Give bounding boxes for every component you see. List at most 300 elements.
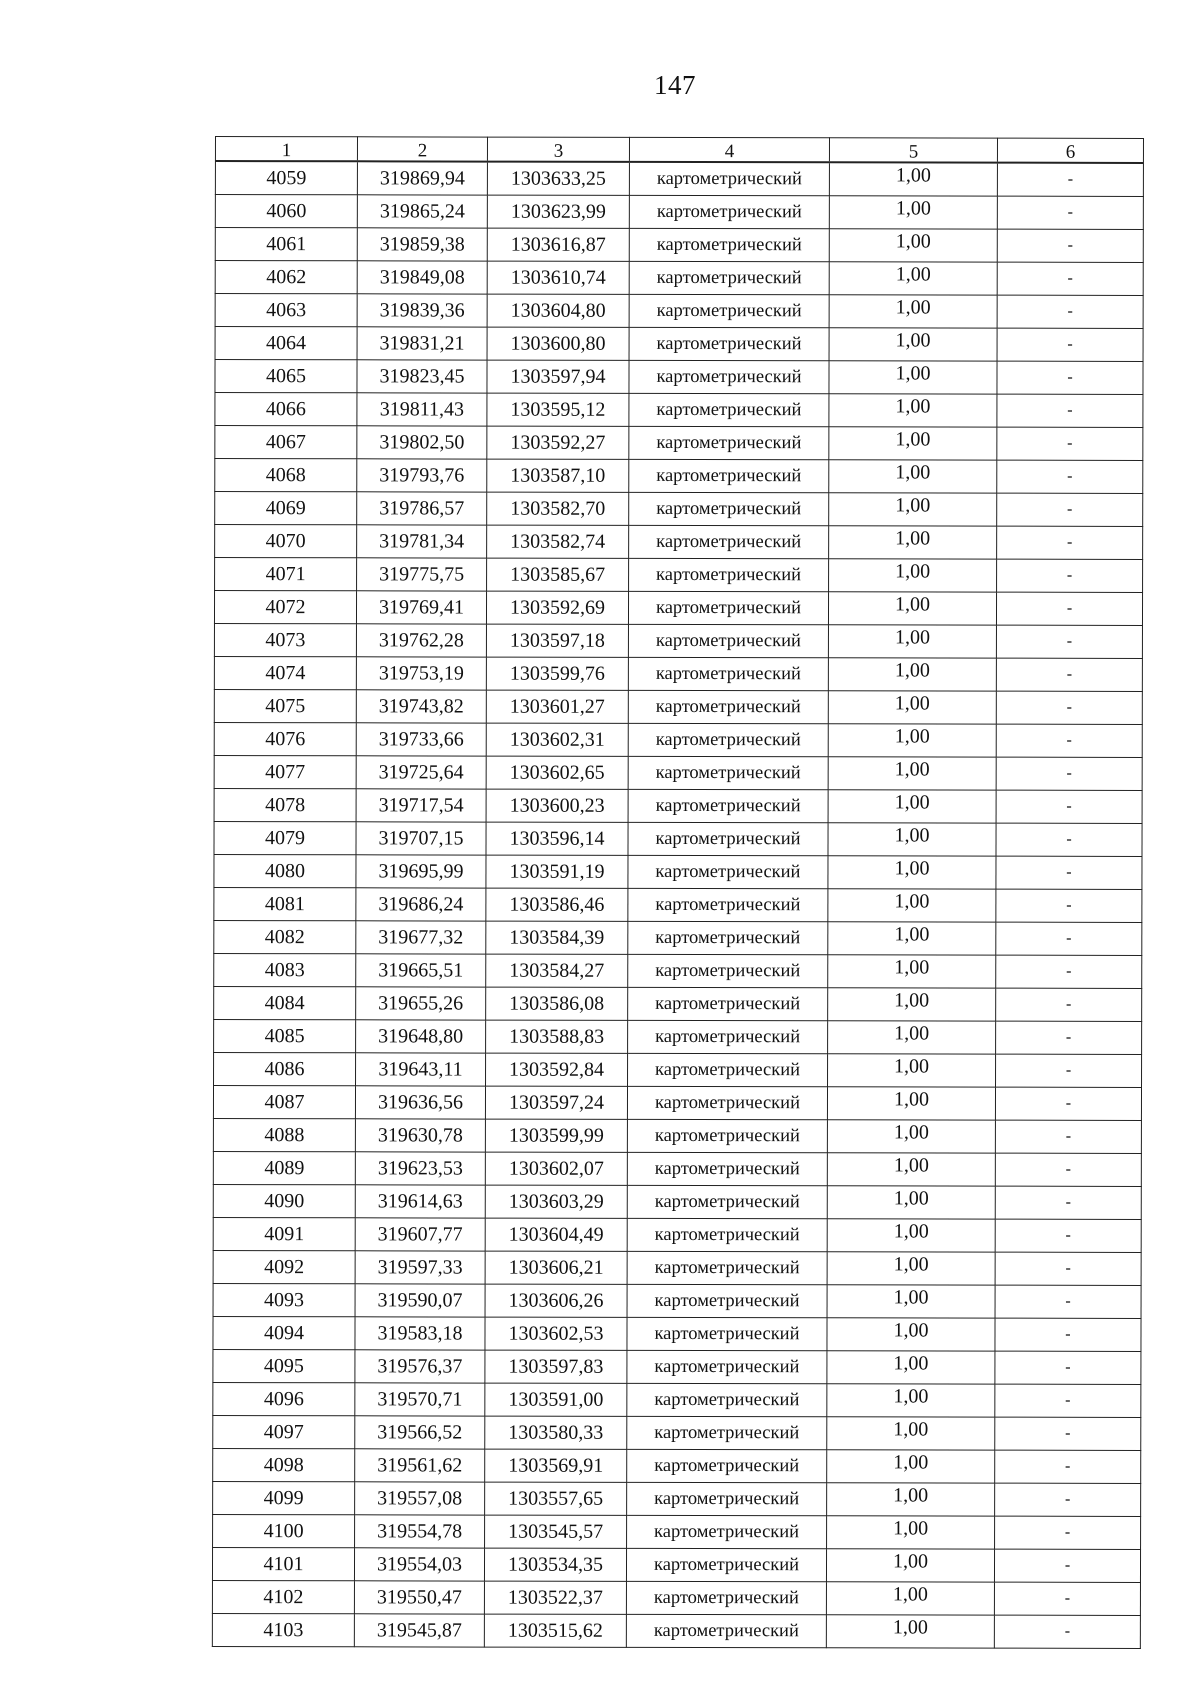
table-row: [213, 1250, 1141, 1285]
x-coordinate-cell: 319786,57: [357, 492, 487, 525]
point-number-cell: 4062: [215, 261, 357, 294]
y-coordinate-cell: 1303597,83: [485, 1350, 627, 1383]
accuracy-cell: 1,00: [829, 493, 997, 526]
table-row: [213, 1382, 1141, 1417]
method-cell: картометрический: [627, 1185, 827, 1218]
y-coordinate-cell: 1303586,08: [486, 987, 628, 1020]
y-coordinate-cell: 1303604,49: [485, 1218, 627, 1251]
description-cell: -: [997, 394, 1143, 427]
y-coordinate-cell: 1303602,65: [486, 756, 628, 789]
description-cell: -: [994, 1549, 1140, 1582]
point-number-cell: 4077: [214, 755, 356, 788]
x-coordinate-cell: 319576,37: [355, 1350, 485, 1383]
description-cell: -: [997, 427, 1143, 460]
point-number-cell: 4088: [213, 1118, 355, 1151]
y-coordinate-cell: 1303599,76: [486, 657, 628, 690]
method-cell: картометрический: [628, 789, 828, 822]
method-cell: картометрический: [628, 1020, 828, 1053]
y-coordinate-cell: 1303602,31: [486, 723, 628, 756]
point-number-cell: 4072: [214, 591, 356, 624]
description-cell: -: [997, 328, 1143, 361]
table-row: [213, 1514, 1141, 1549]
accuracy-cell: 1,00: [827, 1186, 995, 1219]
table-row: [214, 689, 1142, 724]
description-cell: -: [996, 625, 1142, 658]
method-cell: картометрический: [629, 426, 829, 459]
y-coordinate-cell: 1303545,57: [485, 1515, 627, 1548]
accuracy-cell: 1,00: [828, 1054, 996, 1087]
x-coordinate-cell: 319677,32: [356, 921, 486, 954]
description-cell: -: [995, 1483, 1141, 1516]
description-cell: -: [995, 1384, 1141, 1417]
y-coordinate-cell: 1303597,24: [485, 1086, 627, 1119]
accuracy-cell: 1,00: [829, 460, 997, 493]
point-number-cell: 4073: [214, 624, 356, 657]
y-coordinate-cell: 1303596,14: [486, 822, 628, 855]
y-coordinate-cell: 1303588,83: [486, 1020, 628, 1053]
method-cell: картометрический: [628, 954, 828, 987]
method-cell: картометрический: [627, 1383, 827, 1416]
x-coordinate-cell: 319643,11: [356, 1053, 486, 1086]
point-number-cell: 4083: [214, 953, 356, 986]
description-cell: -: [995, 1450, 1141, 1483]
point-number-cell: 4094: [213, 1316, 355, 1349]
table-row: [215, 558, 1143, 593]
accuracy-cell: 1,00: [828, 592, 996, 625]
point-number-cell: 4092: [213, 1250, 355, 1283]
table-row: [214, 591, 1142, 626]
x-coordinate-cell: 319775,75: [357, 558, 487, 591]
description-cell: -: [997, 559, 1143, 592]
method-cell: картометрический: [627, 1350, 827, 1383]
table-row: [213, 1118, 1141, 1153]
y-coordinate-cell: 1303633,25: [487, 162, 629, 196]
table-row: [215, 459, 1143, 494]
description-cell: -: [995, 1285, 1141, 1318]
point-number-cell: 4084: [214, 986, 356, 1019]
table-row: [214, 624, 1142, 659]
y-coordinate-cell: 1303591,19: [486, 855, 628, 888]
point-number-cell: 4101: [212, 1547, 354, 1580]
table-row: [213, 1316, 1141, 1351]
x-coordinate-cell: 319762,28: [356, 624, 486, 657]
y-coordinate-cell: 1303580,33: [485, 1416, 627, 1449]
x-coordinate-cell: 319554,03: [354, 1548, 484, 1581]
table-row: [214, 755, 1142, 790]
method-cell: картометрический: [628, 657, 828, 690]
method-cell: картометрический: [627, 1152, 827, 1185]
table-row: [215, 492, 1143, 527]
table-row: [214, 722, 1142, 757]
accuracy-cell: 1,00: [827, 1351, 995, 1384]
accuracy-cell: 1,00: [829, 559, 997, 592]
description-cell: -: [997, 295, 1143, 328]
method-cell: картометрический: [627, 1218, 827, 1251]
table-row: [213, 1085, 1141, 1120]
point-number-cell: 4078: [214, 788, 356, 821]
accuracy-cell: 1,00: [829, 295, 997, 328]
table-row: [215, 525, 1143, 560]
x-coordinate-cell: 319630,78: [355, 1119, 485, 1152]
method-cell: картометрический: [629, 327, 829, 360]
point-number-cell: 4079: [214, 821, 356, 854]
point-number-cell: 4090: [213, 1184, 355, 1217]
table-row: [213, 1217, 1141, 1252]
method-cell: картометрический: [629, 228, 829, 261]
y-coordinate-cell: 1303584,39: [486, 921, 628, 954]
point-number-cell: 4064: [215, 327, 357, 360]
description-cell: -: [996, 889, 1142, 922]
accuracy-cell: 1,00: [829, 328, 997, 361]
accuracy-cell: 1,00: [826, 1615, 994, 1648]
description-cell: -: [997, 526, 1143, 559]
description-cell: -: [996, 856, 1142, 889]
description-cell: -: [996, 1021, 1142, 1054]
x-coordinate-cell: 319717,54: [356, 789, 486, 822]
description-cell: -: [996, 592, 1142, 625]
method-cell: картометрический: [626, 1548, 826, 1581]
method-cell: картометрический: [627, 1284, 827, 1317]
point-number-cell: 4070: [215, 525, 357, 558]
description-cell: -: [996, 988, 1142, 1021]
accuracy-cell: 1,00: [827, 1384, 995, 1417]
point-number-cell: 4098: [213, 1448, 355, 1481]
method-cell: картометрический: [628, 756, 828, 789]
method-cell: картометрический: [629, 261, 829, 294]
table-row: [215, 294, 1143, 329]
point-number-cell: 4074: [214, 656, 356, 689]
table-row: [215, 195, 1143, 230]
table-row: [214, 953, 1142, 988]
x-coordinate-cell: 319583,18: [355, 1317, 485, 1350]
method-cell: картометрический: [629, 360, 829, 393]
method-cell: картометрический: [628, 1053, 828, 1086]
y-coordinate-cell: 1303623,99: [487, 195, 629, 228]
accuracy-cell: 1,00: [826, 1549, 994, 1582]
point-number-cell: 4085: [214, 1019, 356, 1052]
y-coordinate-cell: 1303585,67: [487, 558, 629, 591]
accuracy-cell: 1,00: [827, 1219, 995, 1252]
accuracy-cell: 1,00: [827, 1417, 995, 1450]
x-coordinate-cell: 319648,80: [356, 1020, 486, 1053]
point-number-cell: 4089: [213, 1151, 355, 1184]
accuracy-cell: 1,00: [828, 790, 996, 823]
description-cell: -: [995, 1417, 1141, 1450]
accuracy-cell: 1,00: [827, 1483, 995, 1516]
method-cell: картометрический: [627, 1086, 827, 1119]
x-coordinate-cell: 319753,19: [356, 657, 486, 690]
column-header-6: 6: [997, 138, 1143, 163]
point-number-cell: 4100: [213, 1514, 355, 1547]
accuracy-cell: 1,00: [828, 823, 996, 856]
accuracy-cell: 1,00: [827, 1450, 995, 1483]
accuracy-cell: 1,00: [829, 196, 997, 229]
x-coordinate-cell: 319769,41: [356, 591, 486, 624]
accuracy-cell: 1,00: [829, 427, 997, 460]
description-cell: -: [997, 196, 1143, 229]
method-cell: картометрический: [629, 195, 829, 228]
x-coordinate-cell: 319743,82: [356, 690, 486, 723]
accuracy-cell: 1,00: [828, 856, 996, 889]
y-coordinate-cell: 1303584,27: [486, 954, 628, 987]
accuracy-cell: 1,00: [828, 724, 996, 757]
table-row: [213, 1283, 1141, 1318]
description-cell: -: [995, 1318, 1141, 1351]
accuracy-cell: 1,00: [827, 1285, 995, 1318]
description-cell: -: [997, 493, 1143, 526]
method-cell: картометрический: [628, 624, 828, 657]
table-row: [213, 1481, 1141, 1516]
point-number-cell: 4096: [213, 1382, 355, 1415]
x-coordinate-cell: 319590,07: [355, 1284, 485, 1317]
column-header-5: 5: [829, 138, 997, 163]
y-coordinate-cell: 1303569,91: [485, 1449, 627, 1482]
x-coordinate-cell: 319695,99: [356, 855, 486, 888]
y-coordinate-cell: 1303557,65: [485, 1482, 627, 1515]
table-row: [214, 854, 1142, 889]
accuracy-cell: 1,00: [827, 1120, 995, 1153]
method-cell: картометрический: [627, 1515, 827, 1548]
method-cell: картометрический: [627, 1317, 827, 1350]
accuracy-cell: 1,00: [827, 1087, 995, 1120]
accuracy-cell: 1,00: [829, 229, 997, 262]
column-header-4: 4: [629, 137, 829, 162]
accuracy-cell: 1,00: [826, 1582, 994, 1615]
y-coordinate-cell: 1303586,46: [486, 888, 628, 921]
table-header-row: [215, 137, 1143, 163]
method-cell: картометрический: [628, 690, 828, 723]
table-row: [215, 360, 1143, 395]
y-coordinate-cell: 1303599,99: [485, 1119, 627, 1152]
table-row: [214, 821, 1142, 856]
x-coordinate-cell: 319614,63: [355, 1185, 485, 1218]
accuracy-cell: 1,00: [828, 691, 996, 724]
accuracy-cell: 1,00: [828, 658, 996, 691]
point-number-cell: 4065: [215, 360, 357, 393]
description-cell: -: [996, 724, 1142, 757]
y-coordinate-cell: 1303582,70: [487, 492, 629, 525]
column-header-3: 3: [487, 137, 629, 162]
x-coordinate-cell: 319557,08: [355, 1482, 485, 1515]
table-row: [215, 228, 1143, 263]
table-row: [212, 1613, 1140, 1648]
point-number-cell: 4068: [215, 459, 357, 492]
description-cell: -: [995, 1087, 1141, 1120]
y-coordinate-cell: 1303600,80: [487, 327, 629, 360]
accuracy-cell: 1,00: [827, 1516, 995, 1549]
column-header-2: 2: [357, 137, 487, 162]
y-coordinate-cell: 1303534,35: [484, 1548, 626, 1581]
coordinates-table: [212, 136, 1144, 1649]
point-number-cell: 4091: [213, 1217, 355, 1250]
description-cell: -: [995, 1219, 1141, 1252]
x-coordinate-cell: 319545,87: [354, 1614, 484, 1647]
y-coordinate-cell: 1303600,23: [486, 789, 628, 822]
method-cell: картометрический: [628, 921, 828, 954]
accuracy-cell: 1,00: [827, 1153, 995, 1186]
accuracy-cell: 1,00: [827, 1252, 995, 1285]
table-row: [213, 1415, 1141, 1450]
table-row: [214, 986, 1142, 1021]
method-cell: картометрический: [629, 459, 829, 492]
point-number-cell: 4063: [215, 294, 357, 327]
x-coordinate-cell: 319686,24: [356, 888, 486, 921]
x-coordinate-cell: 319839,36: [357, 294, 487, 327]
table-row: [213, 1349, 1141, 1384]
x-coordinate-cell: 319733,66: [356, 723, 486, 756]
y-coordinate-cell: 1303592,27: [487, 426, 629, 459]
x-coordinate-cell: 319607,77: [355, 1218, 485, 1251]
y-coordinate-cell: 1303595,12: [487, 393, 629, 426]
table-row: [212, 1580, 1140, 1615]
point-number-cell: 4075: [214, 689, 356, 722]
x-coordinate-cell: 319865,24: [357, 195, 487, 228]
description-cell: -: [996, 691, 1142, 724]
point-number-cell: 4059: [215, 161, 357, 195]
point-number-cell: 4082: [214, 920, 356, 953]
method-cell: картометрический: [626, 1581, 826, 1614]
point-number-cell: 4102: [212, 1580, 354, 1613]
y-coordinate-cell: 1303606,26: [485, 1284, 627, 1317]
x-coordinate-cell: 319781,34: [357, 525, 487, 558]
method-cell: картометрический: [627, 1416, 827, 1449]
description-cell: -: [996, 790, 1142, 823]
description-cell: -: [997, 361, 1143, 394]
point-number-cell: 4095: [213, 1349, 355, 1382]
description-cell: -: [996, 955, 1142, 988]
description-cell: -: [997, 262, 1143, 295]
column-header-1: 1: [215, 137, 357, 162]
point-number-cell: 4067: [215, 426, 357, 459]
method-cell: картометрический: [628, 855, 828, 888]
table-row: [214, 788, 1142, 823]
x-coordinate-cell: 319636,56: [355, 1086, 485, 1119]
x-coordinate-cell: 319707,15: [356, 822, 486, 855]
description-cell: -: [997, 460, 1143, 493]
x-coordinate-cell: 319793,76: [357, 459, 487, 492]
method-cell: картометрический: [627, 1482, 827, 1515]
table-row: [215, 327, 1143, 362]
point-number-cell: 4087: [213, 1085, 355, 1118]
y-coordinate-cell: 1303592,69: [486, 591, 628, 624]
table-row: [214, 656, 1142, 691]
description-cell: -: [996, 922, 1142, 955]
method-cell: картометрический: [627, 1119, 827, 1152]
x-coordinate-cell: 319561,62: [355, 1449, 485, 1482]
y-coordinate-cell: 1303591,00: [485, 1383, 627, 1416]
x-coordinate-cell: 319831,21: [357, 327, 487, 360]
accuracy-cell: 1,00: [829, 262, 997, 295]
table-row: [214, 887, 1142, 922]
page-number: 147: [654, 70, 696, 100]
table-row: [214, 920, 1142, 955]
description-cell: -: [995, 1153, 1141, 1186]
table-row: [215, 261, 1143, 296]
x-coordinate-cell: 319566,52: [355, 1416, 485, 1449]
y-coordinate-cell: 1303606,21: [485, 1251, 627, 1284]
table-row: [214, 1019, 1142, 1054]
x-coordinate-cell: 319869,94: [357, 161, 487, 195]
method-cell: картометрический: [628, 888, 828, 921]
y-coordinate-cell: 1303603,29: [485, 1185, 627, 1218]
point-number-cell: 4061: [215, 228, 357, 261]
x-coordinate-cell: 319811,43: [357, 393, 487, 426]
table-row: [213, 1184, 1141, 1219]
method-cell: картометрический: [628, 591, 828, 624]
accuracy-cell: 1,00: [829, 526, 997, 559]
accuracy-cell: 1,00: [828, 625, 996, 658]
table-row: [215, 161, 1143, 196]
method-cell: картометрический: [627, 1449, 827, 1482]
y-coordinate-cell: 1303592,84: [486, 1053, 628, 1086]
table-row: [213, 1151, 1141, 1186]
x-coordinate-cell: 319802,50: [357, 426, 487, 459]
method-cell: картометрический: [628, 723, 828, 756]
method-cell: картометрический: [629, 525, 829, 558]
description-cell: -: [995, 1252, 1141, 1285]
description-cell: -: [994, 1582, 1140, 1615]
method-cell: картометрический: [628, 822, 828, 855]
x-coordinate-cell: 319823,45: [357, 360, 487, 393]
table-body: [212, 161, 1143, 1648]
point-number-cell: 4099: [213, 1481, 355, 1514]
method-cell: картометрический: [629, 558, 829, 591]
table-row: [214, 1052, 1142, 1087]
table-row: [213, 1448, 1141, 1483]
method-cell: картометрический: [629, 294, 829, 327]
point-number-cell: 4080: [214, 854, 356, 887]
y-coordinate-cell: 1303597,94: [487, 360, 629, 393]
x-coordinate-cell: 319570,71: [355, 1383, 485, 1416]
y-coordinate-cell: 1303582,74: [487, 525, 629, 558]
x-coordinate-cell: 319550,47: [354, 1581, 484, 1614]
x-coordinate-cell: 319554,78: [355, 1515, 485, 1548]
description-cell: -: [996, 757, 1142, 790]
y-coordinate-cell: 1303515,62: [484, 1614, 626, 1647]
y-coordinate-cell: 1303602,53: [485, 1317, 627, 1350]
method-cell: картометрический: [629, 393, 829, 426]
accuracy-cell: 1,00: [828, 955, 996, 988]
accuracy-cell: 1,00: [828, 922, 996, 955]
point-number-cell: 4060: [215, 195, 357, 228]
accuracy-cell: 1,00: [828, 1021, 996, 1054]
y-coordinate-cell: 1303597,18: [486, 624, 628, 657]
description-cell: -: [995, 1186, 1141, 1219]
accuracy-cell: 1,00: [828, 988, 996, 1021]
table-row: [215, 426, 1143, 461]
y-coordinate-cell: 1303587,10: [487, 459, 629, 492]
description-cell: -: [997, 163, 1143, 197]
accuracy-cell: 1,00: [828, 889, 996, 922]
y-coordinate-cell: 1303610,74: [487, 261, 629, 294]
description-cell: -: [997, 229, 1143, 262]
y-coordinate-cell: 1303601,27: [486, 690, 628, 723]
x-coordinate-cell: 319859,38: [357, 228, 487, 261]
point-number-cell: 4093: [213, 1283, 355, 1316]
point-number-cell: 4076: [214, 722, 356, 755]
description-cell: -: [995, 1351, 1141, 1384]
description-cell: -: [996, 823, 1142, 856]
x-coordinate-cell: 319665,51: [356, 954, 486, 987]
point-number-cell: 4103: [212, 1613, 354, 1646]
y-coordinate-cell: 1303522,37: [484, 1581, 626, 1614]
method-cell: картометрический: [629, 492, 829, 525]
accuracy-cell: 1,00: [829, 394, 997, 427]
point-number-cell: 4081: [214, 887, 356, 920]
x-coordinate-cell: 319597,33: [355, 1251, 485, 1284]
accuracy-cell: 1,00: [827, 1318, 995, 1351]
point-number-cell: 4071: [215, 558, 357, 591]
